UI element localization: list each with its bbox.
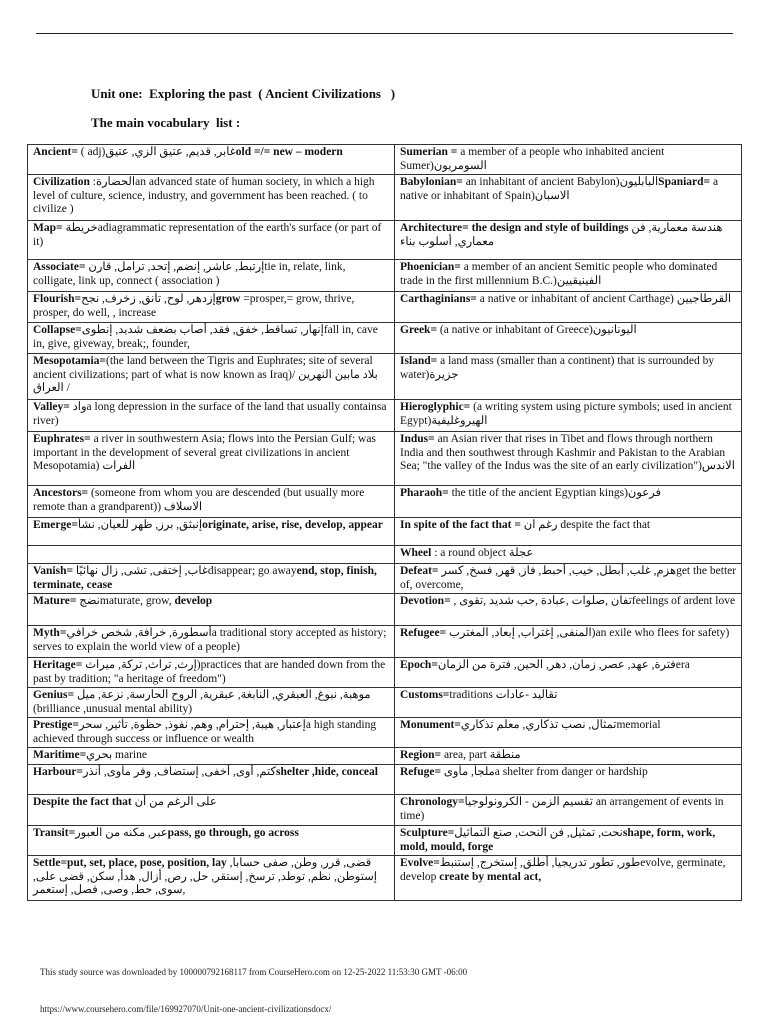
vocab-term: Civilization (33, 176, 90, 188)
vocab-term: Monument= (400, 719, 461, 731)
vocab-term: Despite the fact that (33, 796, 132, 808)
vocab-cell-left (28, 748, 395, 765)
vocab-term-secondary: grow (215, 293, 241, 305)
vocab-term-secondary: pass, go through, go across (167, 827, 299, 839)
vocab-definition: بحري marine (86, 749, 147, 761)
vocab-definition: تقسيم الزمن - الكرونولوجيا an arrangement of events in time) (400, 796, 724, 822)
vocab-definition: كتم, أوى, أخفى, إستضاف, وفر مأوى, أنذر (83, 766, 276, 778)
vocab-term: Customs= (400, 689, 450, 701)
vocab-row (28, 564, 742, 594)
vocabulary-list-heading: The main vocabulary list : (91, 115, 241, 130)
vocab-definition: a member of an ancient Semitic people who dominated trade in the first millennium B.C.)الفينيقيين (400, 261, 718, 287)
vocab-cell-left (28, 260, 395, 292)
vocab-cell-right (395, 400, 742, 432)
vocab-definition: طور, تطور تدريجيا, أطلق, إستخرج, إستنبطevolve, germinate, develop (400, 857, 726, 883)
vocab-row (28, 658, 742, 688)
vocab-cell-left (28, 292, 395, 323)
vocab-term: Collapse= (33, 324, 82, 336)
vocab-cell-right (395, 795, 742, 826)
vocab-definition: المنفى, إغتراب, إبعاد, المغترب)an exile who flees for safety) (446, 627, 730, 639)
vocab-cell-right (395, 486, 742, 518)
vocab-row (28, 432, 742, 486)
vocab-term: Island= (400, 355, 438, 367)
vocab-cell-right (395, 175, 742, 221)
vocab-term: Maritime= (33, 749, 87, 761)
vocab-definition: فترة, عهد, عصر, زمان, دهر, الحين, فترة من الزمانera (437, 659, 690, 671)
vocab-definition: ( adj)غابر, قديم, عتيق الزي, عتيق (77, 146, 236, 158)
vocab-term: Greek= (400, 324, 437, 336)
vocab-cell-left (28, 518, 395, 546)
vocab-cell-right (395, 856, 742, 901)
vocab-term-secondary: originate, arise, rise, develop, appear (202, 519, 383, 531)
vocab-term: Genius= (33, 689, 75, 701)
vocab-term: Ancient= (33, 146, 78, 158)
vocab-term: Settle=put, set, place, pose, position, lay (33, 857, 227, 869)
vocab-definition: an inhabitant of ancient Babylon)البابليون (462, 176, 659, 188)
vocab-cell-left (28, 486, 395, 518)
vocab-definition: a native or inhabitant of ancient Carthage) القرطاجيين (476, 293, 732, 305)
vocab-cell-right (395, 765, 742, 795)
vocab-cell-right (395, 626, 742, 658)
vocab-term: Prestige= (33, 719, 79, 731)
vocab-term: Architecture= the design and style of buildings (400, 222, 629, 234)
vocab-definition: على الرغم من أن (131, 796, 217, 808)
vocab-cell-left (28, 826, 395, 856)
vocab-cell-left (28, 856, 395, 901)
vocab-row (28, 260, 742, 292)
vocab-term: Mesopotamia= (33, 355, 106, 367)
top-rule (36, 33, 733, 34)
vocab-term: Wheel (400, 547, 432, 559)
vocab-definition-secondary: a native or inhabitant of Spain)الاسبان (400, 176, 719, 202)
vocab-row (28, 292, 742, 323)
vocab-row (28, 765, 742, 795)
vocab-term: Associate= (33, 261, 86, 273)
vocab-term: Phoenician= (400, 261, 461, 273)
vocab-definition: إرث, تراث, تركة, ميراث)practices that are handed down from the past by tradition; "a heritage of freedom") (33, 659, 386, 685)
vocab-definition: a land mass (smaller than a continent) that is surrounded by water)جزيرة (400, 355, 715, 381)
vocab-cell-right (395, 145, 742, 175)
vocab-definition: إنهار, تساقط, خفق, فقد, أصاب بضعف شديد, إنطوىfall in, cave in, give, giveway, break;, founder, (33, 324, 378, 350)
vocab-row (28, 486, 742, 518)
vocab-definition: an Asian river that rises in Tibet and flows through northern India and then southwest through Kashmir and Pakistan to the Arabian Sea; "the valley of the Indus was the site of an early civilization")الاندس (400, 433, 735, 473)
vocab-definition: (a writing system using picture symbols; used in ancient Egypt)الهيروغليفية (400, 401, 732, 427)
vocab-row (28, 826, 742, 856)
vocab-definition: area, part منطقة (441, 749, 521, 761)
vocab-definition: (a native or inhabitant of Greece)اليونانيون (437, 324, 637, 336)
vocab-term: Flourish= (33, 293, 82, 305)
vocab-row (28, 546, 742, 564)
vocab-definition: إعتبار, هيبة, إحترام, وهم, نفوذ, حظوة, تأثير, سحرa high standing achieved through success or influence or wealth (33, 719, 377, 745)
vocab-term: Mature= (33, 595, 77, 607)
vocab-row (28, 795, 742, 826)
vocab-cell-right (395, 688, 742, 718)
vocab-row (28, 688, 742, 718)
vocab-term: Devotion= (400, 595, 451, 607)
vocab-term: Hieroglyphic= (400, 401, 471, 413)
vocab-row (28, 594, 742, 626)
vocab-row (28, 626, 742, 658)
vocab-term: Heritage= (33, 659, 83, 671)
vocab-cell-right (395, 221, 742, 260)
vocab-row (28, 748, 742, 765)
vocab-definition: :الحضارةan advanced state of human society, in which a high level of culture, science, industry, and government has been reached. ( to civilize ) (33, 176, 375, 216)
source-url: https://www.coursehero.com/file/169927070/Unit-one-ancient-civilizationsdocx/ (40, 1004, 332, 1014)
vocab-cell-left (28, 658, 395, 688)
vocab-definition: إزدهر, لوح, تأنق, زخرف, نجح (81, 293, 216, 305)
vocab-cell-right (395, 594, 742, 626)
vocab-definition: عبر, مكنه من العبور (75, 827, 168, 839)
vocab-cell-left (28, 626, 395, 658)
vocab-definition: هندسة معمارية, فن معماري, أسلوب بناء (400, 222, 723, 248)
vocab-definition: غاب, إختفى, تشى, زال نهائيًاdisappear; go away (73, 565, 297, 577)
vocab-definition: traditions تقاليد -عادات (449, 689, 558, 701)
page-title: Unit one: Exploring the past ( Ancient Civilizations ) (91, 86, 396, 101)
vocab-term: Region= (400, 749, 442, 761)
vocab-term: Harbour= (33, 766, 83, 778)
vocab-term: Indus= (400, 433, 435, 445)
vocab-cell-left (28, 145, 395, 175)
download-notice: This study source was downloaded by 100000792168117 from CourseHero.com on 12-25-2022 11:53:30 GMT -06:00 (40, 967, 468, 977)
vocab-cell-left (28, 795, 395, 826)
vocab-term-secondary: create by mental act, (439, 870, 542, 883)
vocab-term-secondary: end, stop, finish, terminate, cease (33, 565, 377, 591)
vocab-row (28, 718, 742, 748)
vocab-cell-right (395, 658, 742, 688)
vocab-cell-right (395, 292, 742, 323)
vocab-term: Map= (33, 222, 63, 234)
vocab-definition: خريطةadiagrammatic representation of the earth's surface (or part of it) (33, 222, 382, 248)
vocab-term-secondary: develop (174, 595, 213, 607)
vocab-term: Babylonian= (400, 176, 463, 188)
vocab-cell-left (28, 718, 395, 748)
vocab-term: Pharaoh= (400, 487, 449, 499)
vocab-definition: إنبثق, برز, ظهر للعيان, نشأ (77, 519, 203, 531)
vocab-definition: a member of a people who inhabited ancient Sumer)السومريون (400, 146, 665, 172)
vocab-row (28, 323, 742, 354)
vocab-cell-right (395, 564, 742, 594)
vocab-cell-left (28, 221, 395, 260)
vocab-term-secondary: Spaniard= (658, 176, 711, 188)
vocab-term: Ancestors= (33, 487, 89, 499)
vocab-definition: رغم ان despite the fact that (520, 519, 651, 531)
vocab-definition: ملجأ, مأوىa shelter from danger or hardship (441, 766, 648, 778)
vocab-definition: نحت, تمثيل, فن النحت, صنع التماثيل (454, 827, 623, 839)
vocab-cell-left (28, 546, 395, 564)
vocab-term: Evolve= (400, 857, 440, 869)
vocab-term: Refugee= (400, 627, 447, 639)
vocab-row (28, 145, 742, 175)
vocab-term: Sumerian = (400, 146, 458, 158)
vocab-term: Epoch= (400, 659, 438, 671)
vocab-definition: هزم, غلب, أبطل, خيب, أحبط, فاز, قهر, فسخ, كسرget the better of, overcome, (400, 565, 737, 591)
vocab-cell-right (395, 718, 742, 748)
vocab-definition: أسطورة, خرافة, شخص خرافيa traditional story accepted as history; serves to explain the world view of a people) (33, 627, 387, 653)
vocab-term: Defeat= (400, 565, 439, 577)
vocab-cell-left (28, 175, 395, 221)
vocab-definition: نضجmaturate, grow, (76, 595, 175, 607)
vocab-antonym: old =/= new – modern (235, 146, 343, 158)
vocab-row (28, 175, 742, 221)
vocab-definition: , تفان ,صلوات ,عبادة ,حب شديد ,تقوىfeelings of ardent love (450, 595, 736, 607)
vocab-term: Chronology= (400, 796, 465, 808)
vocab-term-secondary: shelter ,hide, conceal (275, 766, 378, 778)
vocab-term: Refuge= (400, 766, 442, 778)
vocab-definition: موهبة, نبوغ, العبقري, النابغة, عبقرية, الروح الحارسة, نزعة, ميل (brilliance ,unusual mental ability) (33, 689, 371, 715)
vocab-definition: a river in southwestern Asia; flows into the Persian Gulf; was important in the development of several great civilizations in ancient Mesopotamia) الفرات (33, 433, 376, 473)
vocab-term: Vanish= (33, 565, 74, 577)
vocab-definition: إرتبط, عاشر, إنضم, إتحد, ترامل, قارنtie in, relate, link, colligate, link up, connect ( association ) (33, 261, 346, 287)
vocab-cell-left (28, 323, 395, 354)
vocab-cell-right (395, 432, 742, 486)
vocab-row (28, 518, 742, 546)
vocab-cell-left (28, 765, 395, 795)
vocab-term-secondary: shape, form, work, mold, mould, forge (400, 827, 716, 853)
vocab-cell-right (395, 826, 742, 856)
vocabulary-table (27, 144, 742, 901)
vocab-row (28, 856, 742, 901)
vocab-term: Carthaginians= (400, 293, 477, 305)
vocab-definition: (someone from whom you are descended (but usually more remote than a grandparent)) الاسلاف (33, 487, 365, 513)
vocab-definition-secondary: =prosper,= grow, thrive, prosper, do well, , increase (33, 293, 355, 319)
vocab-definition: (the land between the Tigris and Euphrates; site of several ancient civilizations; part of what is now known as Iraq)بلاد مابين النهرين / العراق / (33, 355, 378, 395)
vocab-cell-left (28, 400, 395, 432)
vocab-cell-left (28, 688, 395, 718)
vocab-cell-left (28, 432, 395, 486)
vocab-cell-right (395, 323, 742, 354)
vocab-definition: قضى, قرر, وطن, صفى حسابا, إستوطن, نظم, توطد, ترسخ, إستقر, حل, رص, أزال, هدأ, سكن, قضى على, سوى, حط, وصى, فصل, إستعمر, (33, 857, 378, 897)
vocab-cell-left (28, 354, 395, 400)
vocab-cell-left (28, 564, 395, 594)
vocab-cell-right (395, 518, 742, 546)
vocab-term: In spite of the fact that = (400, 519, 521, 531)
vocab-definition: تمثال, نصب تذكاري, معلم تذكاريmemorial (460, 719, 661, 731)
vocab-cell-left (28, 594, 395, 626)
vocab-definition: وادa long depression in the surface of the land that usually containsa river) (33, 401, 387, 427)
vocab-row (28, 221, 742, 260)
vocab-term: Sculpture= (400, 827, 455, 839)
vocab-term: Emerge= (33, 519, 78, 531)
vocab-cell-right (395, 354, 742, 400)
vocab-term: Myth= (33, 627, 67, 639)
vocab-cell-right (395, 260, 742, 292)
vocab-term: Valley= (33, 401, 70, 413)
vocab-row (28, 400, 742, 432)
vocab-cell-right (395, 748, 742, 765)
vocab-cell-right (395, 546, 742, 564)
vocab-row (28, 354, 742, 400)
vocab-term: Transit= (33, 827, 76, 839)
vocab-definition: the title of the ancient Egyptian kings)فرعون (448, 487, 661, 499)
vocab-definition: : a round object عجلة (431, 547, 534, 559)
vocab-term: Euphrates= (33, 433, 91, 445)
